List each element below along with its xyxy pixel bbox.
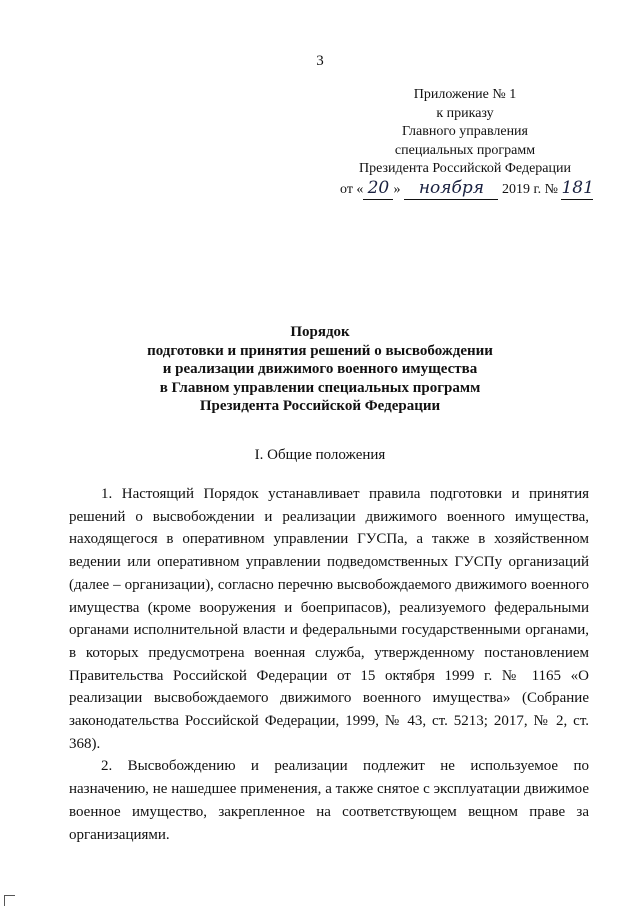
- paragraph: 1. Настоящий Порядок устанавливает правила подготовки и принятия решений о высвобождении и реализации движимого военного имущества, находящегося в оперативном управлении ГУСПа, а также в хозяйственном ведении или оперативном управлении подведомственных ГУСПу организаций (далее – организации), согласно перечню высвобождаемого движимого военного имущества (кроме вооружения и боеприпасов), реализуемого федеральными органами исполнительной власти и федеральными государственными органами, в которых предусмотрена военная служба, утвержденному постановлением Правительства Российской Федерации от 15 октября 1999 г. № 1165 «О реализации высвобождаемого движимого военного имущества» (Собрание законодательства Российской Федерации, 1999, № 43, ст. 5213; 2017, № 2, ст. 368).: [69, 486, 589, 752]
- title-line: подготовки и принятия решений о высвобождении: [147, 342, 493, 359]
- title-line: Президента Российской Федерации: [199, 398, 441, 414]
- order-date-number-line: [340, 178, 600, 202]
- order-number-blank: [561, 179, 593, 200]
- order-number-handwritten: 181: [561, 178, 594, 198]
- appendix-line: Президента Российской Федерации: [359, 161, 571, 176]
- title-line: и реализации движимого военного имущества: [162, 361, 478, 377]
- order-month-blank: [404, 179, 498, 200]
- appendix-line: специальных программ: [394, 142, 536, 158]
- appendix-line: Приложение № 1: [413, 87, 517, 102]
- paragraph: 2. Высвобождению и реализации подлежит не используемое по назначению, не нашедшее применения, а также снятое с эксплуатации движимое военное имущество, закрепленное на соответствующем вещном праве за организациями.: [69, 758, 589, 843]
- page-number: 3: [316, 53, 324, 69]
- section-heading: I. Общие положения: [254, 447, 386, 463]
- document-title: [0, 323, 640, 416]
- order-year-text: 2019 г. №: [501, 182, 558, 197]
- order-month-handwritten: ноября: [418, 178, 485, 198]
- order-day-close: »: [393, 182, 401, 197]
- appendix-line: к приказу: [436, 105, 494, 121]
- body-text: [69, 483, 589, 846]
- order-day-blank: [363, 179, 393, 200]
- scan-corner-mark: [4, 895, 15, 906]
- title-line: Порядок: [290, 324, 350, 340]
- order-day-handwritten: 20: [367, 178, 390, 198]
- appendix-header: [350, 86, 580, 179]
- appendix-line: Главного управления: [402, 124, 528, 139]
- order-from-label: от «: [340, 182, 364, 197]
- title-line: в Главном управлении специальных программ: [159, 379, 481, 396]
